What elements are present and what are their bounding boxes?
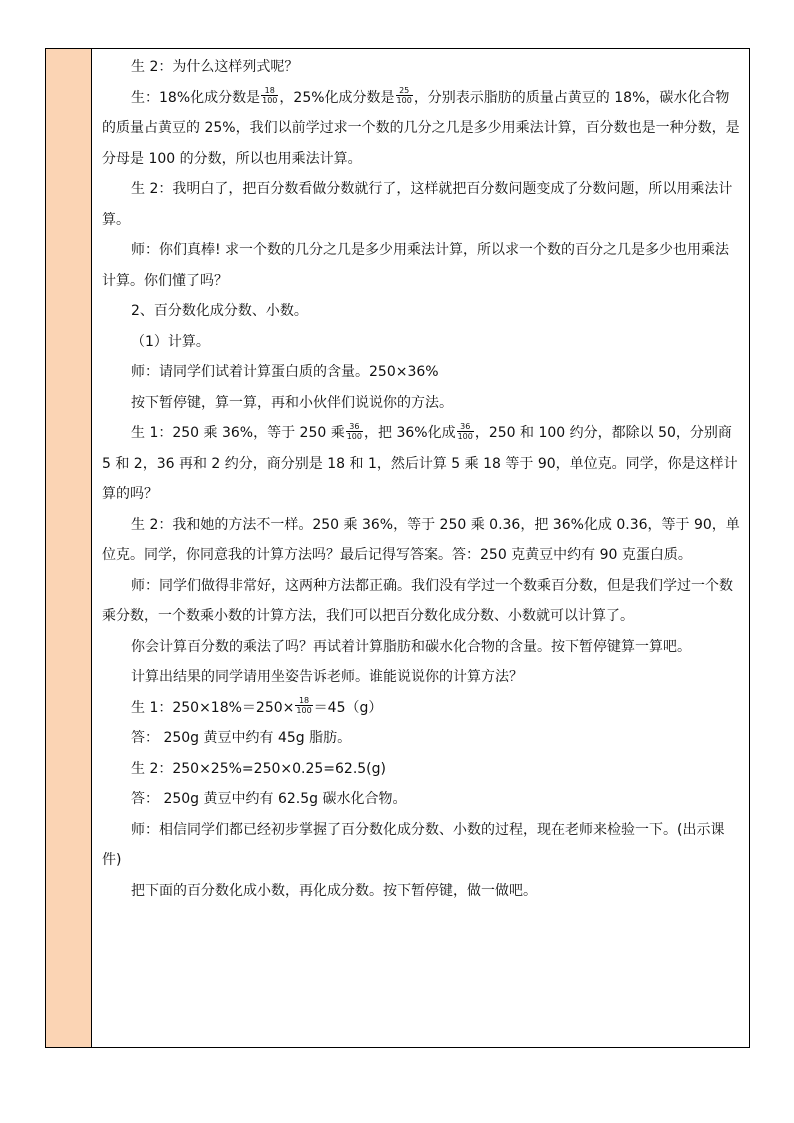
text-segment: 师：同学们做得非常好，这两种方法都正确。我们没有学过一个数乘百分数，但是我们学过一个数乘分数，一个数乘小数的计算方法，我们可以把百分数化成分数、小数就可以计算了。 [102, 577, 733, 624]
text-segment: 按下暂停键，算一算，再和小伙伴们说说你的方法。 [131, 394, 453, 411]
paragraph [102, 571, 742, 632]
paragraph [102, 815, 742, 876]
text-segment: 把下面的百分数化成小数，再化成分数。按下暂停键，做一做吧。 [131, 882, 537, 899]
paragraph [102, 723, 742, 754]
fraction-numerator: 36 [457, 422, 474, 432]
text-segment: 你会计算百分数的乘法了吗？再试着计算脂肪和碳水化合物的含量。按下暂停键算一算吧。 [131, 638, 691, 655]
paragraph [102, 662, 742, 693]
paragraph [102, 876, 742, 907]
paragraph [102, 327, 742, 358]
fraction-numerator: 18 [295, 696, 312, 706]
fraction [261, 86, 278, 105]
fraction [457, 422, 474, 441]
paragraph [102, 174, 742, 235]
text-segment: 计算出结果的同学请用坐姿告诉老师。谁能说说你的计算方法？ [131, 669, 523, 685]
text-segment: ，分别表示脂肪的质量占黄豆的 18%，碳水化合物的质量占黄豆的 25%，我们以前学过求一个数的几分之几是多少用乘法计算，百分数也是一种分数，是分母是 100 的分数，所以也用乘法计算。 [102, 89, 740, 167]
paragraph [102, 754, 742, 785]
text-segment: 生 2：我明白了，把百分数看做分数就行了，这样就把百分数问题变成了分数问题，所以用乘法计算。 [102, 181, 733, 228]
paragraph [102, 510, 742, 571]
paragraph [102, 693, 742, 724]
text-segment: 生 2：我和她的方法不一样。250 乘 36%，等于 250 乘 0.36，把 36%化成 0.36，等于 90，单位克。同学，你同意我的计算方法吗？最后记得写答案。答：250 克黄豆中约有 90 克蛋白质。 [102, 516, 740, 563]
paragraph [102, 235, 742, 296]
fraction [346, 422, 363, 441]
fraction-denominator: 100 [457, 431, 473, 441]
text-segment: ，250 和 100 约分，都除以 50，分别商 5 和 2，36 再和 2 约分，商分别是 18 和 1，然后计算 5 乘 18 等于 90，单位克。同学，你是这样计算的吗？ [102, 425, 738, 502]
text-segment: 生：18%化成分数是 [131, 89, 261, 106]
text-segment: 生 1：250×18%＝250× [131, 699, 295, 716]
fraction-denominator: 100 [396, 96, 412, 105]
text-segment: 生 2：为什么这样列式呢？ [131, 59, 299, 75]
text-segment: 师：相信同学们都已经初步掌握了百分数化成分数、小数的过程，现在老师来检验一下。(出示课件) [102, 821, 725, 868]
fraction-numerator: 18 [261, 86, 278, 96]
text-segment: 2、百分数化成分数、小数。 [131, 303, 308, 319]
text-segment: （1）计算。 [131, 333, 210, 350]
text-segment: 师：你们真棒! 求一个数的几分之几是多少用乘法计算，所以求一个数的百分之几是多少也用乘法计算。你们懂了吗？ [102, 242, 730, 289]
paragraph [102, 784, 742, 815]
text-segment: 生 1：250 乘 36%，等于 250 乘 [131, 425, 345, 441]
fraction [295, 696, 312, 715]
fraction-denominator: 100 [262, 96, 278, 105]
paragraph [102, 388, 742, 419]
lesson-content [92, 49, 749, 1047]
side-column [46, 49, 92, 1047]
fraction-denominator: 100 [296, 706, 312, 715]
fraction-denominator: 100 [346, 431, 362, 441]
lesson-table [45, 48, 750, 1048]
paragraph [102, 418, 742, 510]
fraction-numerator: 25 [396, 86, 413, 96]
text-segment: 答： 250g 黄豆中约有 62.5g 碳水化合物。 [131, 791, 407, 807]
text-segment: 生 2：250×25%=250×0.25=62.5(g) [131, 760, 386, 777]
text-segment: 答： 250g 黄豆中约有 45g 脂肪。 [131, 730, 352, 746]
paragraph [102, 357, 742, 388]
fraction [396, 86, 413, 105]
paragraph [102, 83, 742, 175]
text-segment: ，把 36%化成 [364, 425, 456, 441]
paragraph [102, 296, 742, 327]
paragraph [102, 52, 742, 83]
text-segment: 师：请同学们试着计算蛋白质的含量。250×36% [131, 364, 439, 380]
text-segment: ，25%化成分数是 [279, 89, 395, 106]
text-segment: ＝45（g） [313, 699, 383, 716]
fraction-numerator: 36 [346, 422, 363, 432]
paragraph [102, 632, 742, 663]
